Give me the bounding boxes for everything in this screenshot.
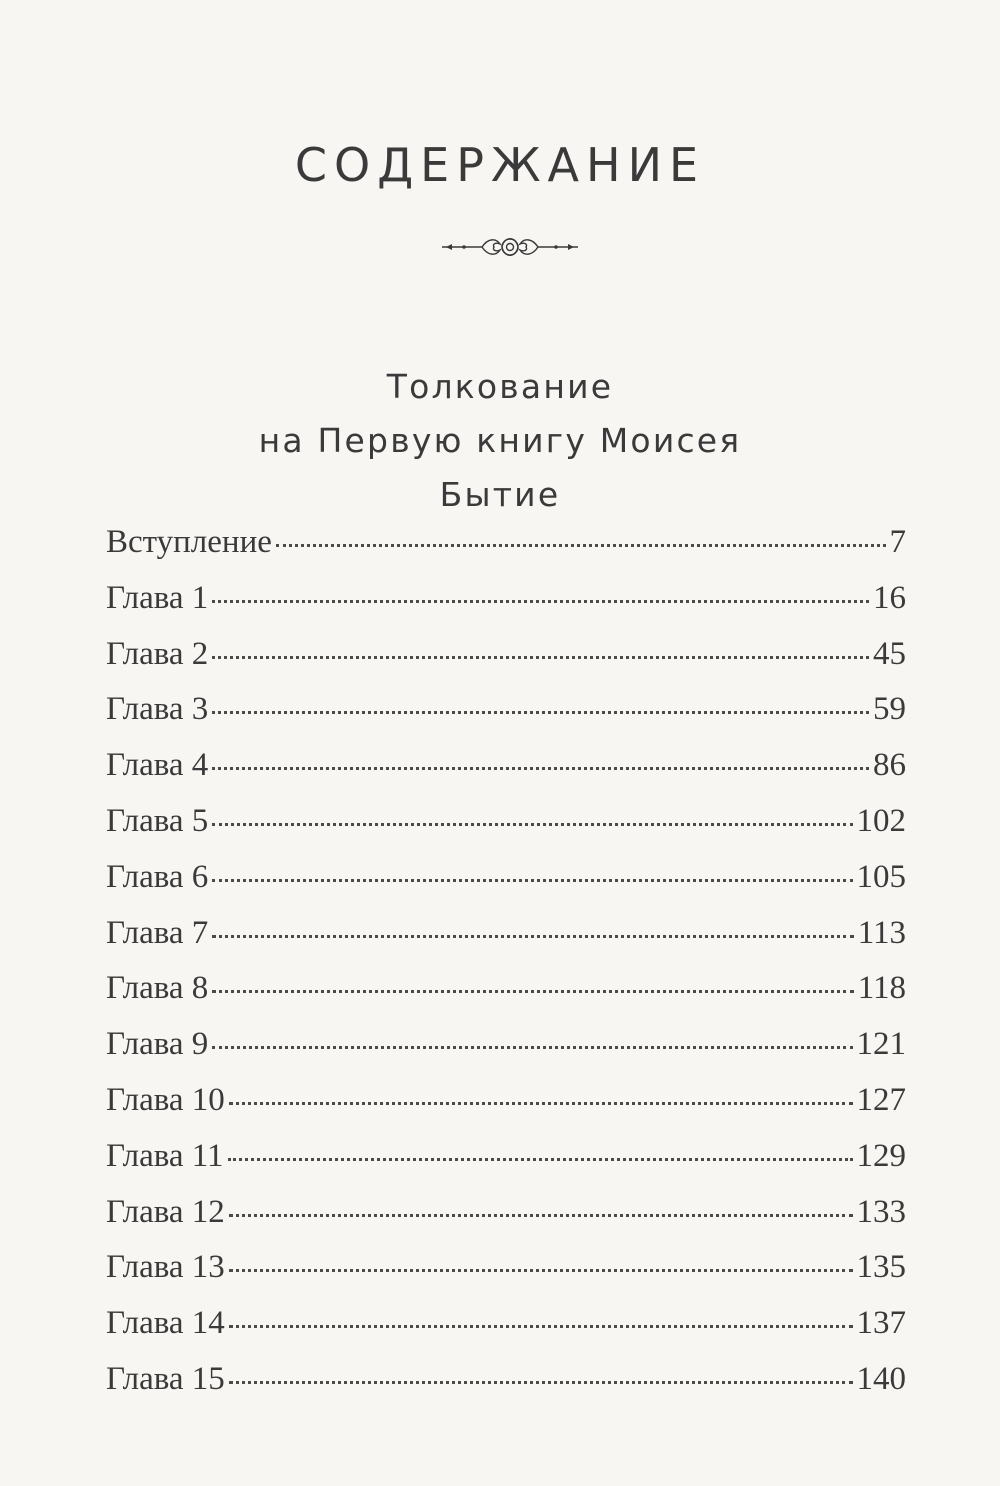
dot-leader: [212, 600, 869, 603]
toc-entry-label: Глава 8: [106, 970, 209, 1007]
toc-entry-label: Глава 14: [106, 1305, 225, 1342]
toc-entry-label: Глава 6: [106, 858, 209, 895]
toc-entry[interactable]: [106, 970, 906, 1026]
section-title-line1: Толкование: [386, 367, 614, 406]
dot-leader: [212, 823, 852, 826]
toc-entry-page: 105: [856, 858, 906, 895]
toc-entry[interactable]: [106, 524, 906, 580]
toc-entry[interactable]: [106, 803, 906, 859]
toc-entry[interactable]: [106, 1026, 906, 1082]
dot-leader: [228, 1158, 853, 1161]
toc-entry-page: 127: [856, 1081, 906, 1118]
section-title-line2: на Первую книгу Моисея: [258, 421, 742, 460]
toc-entry-label: Глава 15: [106, 1360, 225, 1397]
dot-leader: [212, 935, 853, 938]
toc-entry-label: Вступление: [106, 524, 272, 560]
dot-leader: [212, 656, 869, 659]
table-of-contents: [106, 524, 906, 1417]
toc-entry-page: 102: [856, 802, 906, 839]
toc-entry-label: Глава 4: [106, 747, 209, 784]
toc-entry[interactable]: [106, 636, 906, 692]
toc-entry[interactable]: [106, 915, 906, 971]
dot-leader: [212, 990, 853, 993]
dot-leader: [229, 1325, 853, 1328]
toc-entry-page: 121: [856, 1026, 906, 1063]
dot-leader: [212, 711, 869, 714]
toc-entry-label: Глава 5: [106, 802, 209, 839]
toc-entry-page: 137: [856, 1305, 906, 1342]
toc-entry-page: 118: [857, 970, 906, 1007]
toc-entry[interactable]: [106, 1082, 906, 1138]
toc-entry[interactable]: [106, 1249, 906, 1305]
toc-entry-page: 133: [856, 1193, 906, 1230]
toc-entry[interactable]: [106, 691, 906, 747]
dot-leader: [229, 1102, 853, 1105]
dot-leader: [229, 1214, 853, 1217]
toc-entry[interactable]: [106, 747, 906, 803]
toc-entry-label: Глава 2: [106, 635, 209, 672]
toc-entry[interactable]: [106, 859, 906, 915]
toc-entry-label: Глава 3: [106, 691, 209, 728]
toc-entry[interactable]: [106, 1138, 906, 1194]
dot-leader: [212, 1046, 852, 1049]
toc-entry-page: 129: [856, 1137, 906, 1174]
floral-ornament-icon: [440, 232, 580, 262]
section-title: [0, 360, 1000, 522]
toc-entry[interactable]: [106, 1305, 906, 1361]
dot-leader: [212, 767, 869, 770]
toc-entry-label: Глава 12: [106, 1193, 225, 1230]
toc-entry-page: 86: [873, 747, 906, 784]
toc-entry-page: 45: [873, 635, 906, 672]
toc-entry-page: 16: [873, 579, 906, 616]
toc-entry-label: Глава 10: [106, 1081, 225, 1118]
dot-leader: [276, 544, 886, 547]
toc-entry-page: 59: [873, 691, 906, 728]
toc-entry-label: Глава 9: [106, 1026, 209, 1063]
toc-entry-page: 113: [857, 914, 906, 951]
toc-entry-page: 135: [856, 1249, 906, 1286]
toc-entry[interactable]: [106, 1194, 906, 1250]
section-title-line3: Бытие: [439, 475, 561, 514]
toc-entry-label: Глава 11: [106, 1137, 224, 1174]
toc-entry-label: Глава 7: [106, 914, 209, 951]
toc-entry-page: 7: [889, 524, 906, 560]
page-title: СОДЕРЖАНИЕ: [294, 138, 706, 192]
dot-leader: [212, 879, 852, 882]
toc-entry-label: Глава 1: [106, 579, 209, 616]
toc-entry-label: Глава 13: [106, 1249, 225, 1286]
toc-entry[interactable]: [106, 580, 906, 636]
dot-leader: [229, 1381, 853, 1384]
toc-entry[interactable]: [106, 1361, 906, 1417]
dot-leader: [229, 1269, 853, 1272]
toc-entry-page: 140: [856, 1360, 906, 1397]
